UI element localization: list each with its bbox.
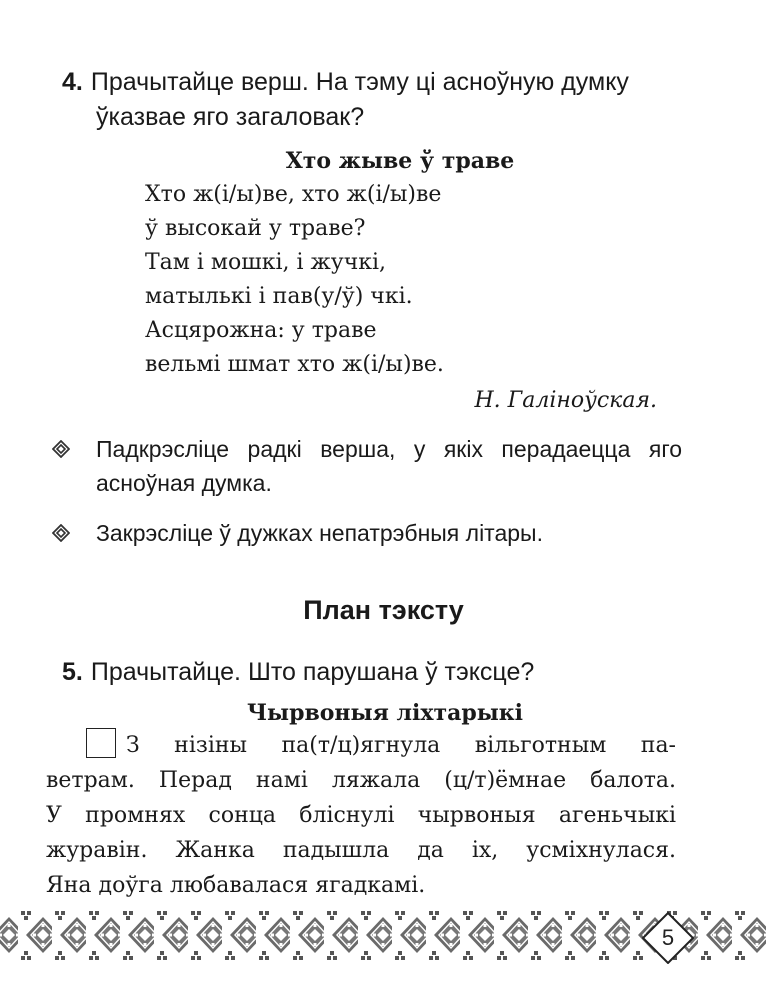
task-5 (62, 655, 682, 690)
story-line: ветрам. Перад намі ляжала (ц/т)ёмнае балота. (46, 768, 676, 793)
poem-body (145, 178, 685, 382)
poem-title: Хто жыве ў траве (285, 148, 515, 174)
diamond-bullet-icon (52, 440, 70, 458)
instruction-bullet (52, 516, 682, 550)
poem-line: вельмі шмат хто ж(і/ы)ве. (145, 352, 444, 377)
task-number: 4. (62, 68, 83, 96)
answer-checkbox[interactable] (86, 728, 116, 758)
task-4 (62, 65, 682, 135)
poem-line: Асцярожна: у траве (145, 318, 377, 343)
story-title: Чырвоныя ліхтарыкі (246, 700, 524, 726)
instruction-bullet (52, 432, 682, 500)
page-number: 5 (661, 925, 675, 950)
story-body (46, 728, 676, 903)
poem-line: ў высокай у траве? (145, 216, 366, 241)
story-line: журавін. Жанка падышла да іх, усміхнулася. (46, 838, 676, 863)
poem-author: Н. Галіноўская. (474, 388, 657, 413)
task-text-line2: ўказвае яго загаловак? (96, 103, 365, 131)
bullet-text: Закрэсліце ў дужках непатрэбныя літары. (96, 520, 543, 546)
task-text-line1: Прачытайце верш. На тэму ці асноўную думку (90, 68, 629, 96)
poem-line: матылькі і пав(у/ў) чкі. (145, 284, 413, 309)
task-number: 5. (62, 658, 83, 686)
story-line (46, 728, 676, 763)
bullet-text: Падкрэсліце радкі верша, у якіх перадаецца яго асноўная думка. (96, 436, 682, 496)
poem-line: Там і мошкі, і жучкі, (145, 250, 387, 275)
diamond-bullet-icon (52, 524, 70, 542)
task-text: Прачытайце. Што парушана ў тэксце? (90, 658, 535, 686)
story-line: У промнях сонца бліснулі чырвоныя агеньчыкі (46, 803, 676, 828)
story-line-text: З нізіны па(т/ц)ягнула вільготным па- (126, 733, 676, 758)
poem-line: Хто ж(і/ы)ве, хто ж(і/ы)ве (145, 182, 442, 207)
section-title: План тэксту (303, 595, 464, 625)
story-line: Яна доўга любавалася ягадкамі. (46, 873, 426, 898)
